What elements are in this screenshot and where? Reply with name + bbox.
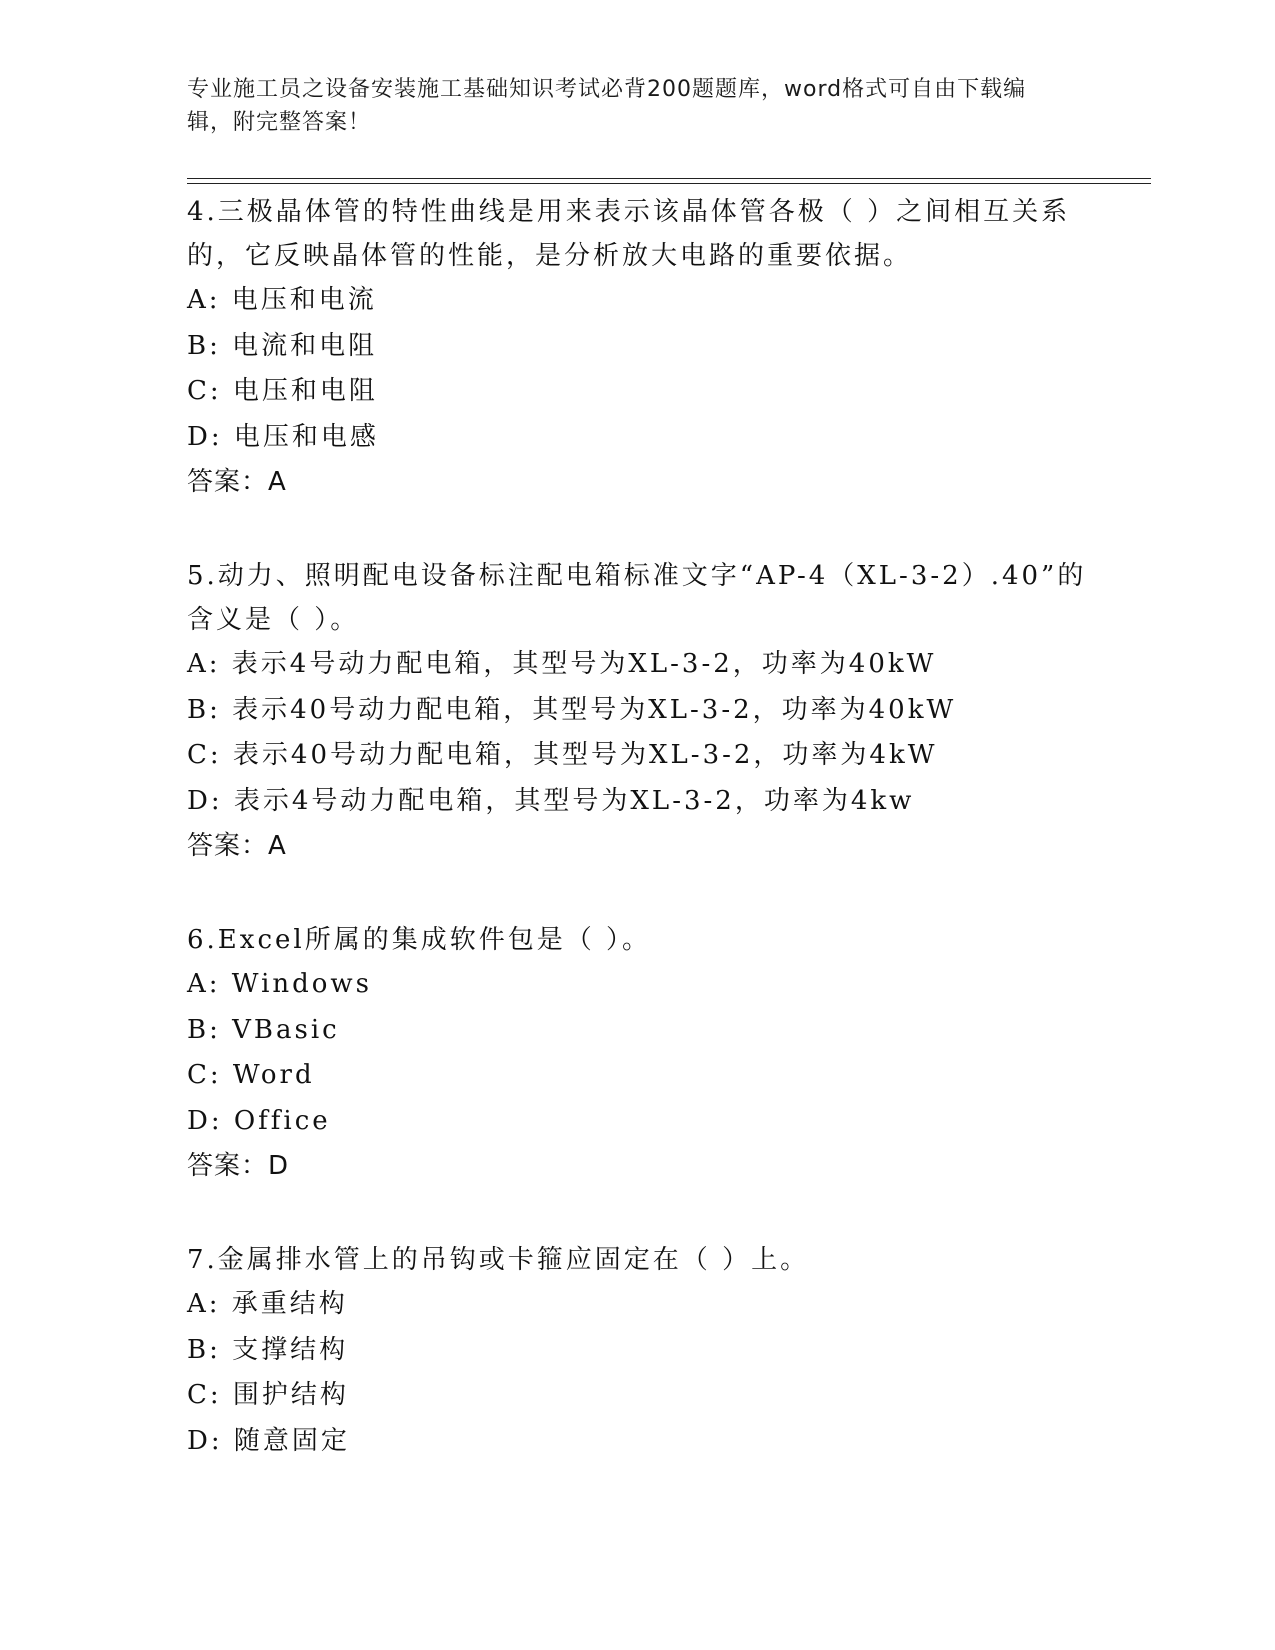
question-stem: 4.三极晶体管的特性曲线是用来表示该晶体管各极（ ）之间相互关系的，它反映晶体管的性能，是分析放大电路的重要依据。 xyxy=(187,197,1071,271)
option-d: D: Office xyxy=(187,1105,331,1136)
question-spacer xyxy=(187,868,1107,918)
option-d: D: 表示4号动力配电箱，其型号为XL-3-2，功率为4kw xyxy=(187,785,915,816)
header-divider-bottom xyxy=(187,183,1151,184)
option-d: D: 电压和电感 xyxy=(187,421,379,452)
question-stem: 5.动力、照明配电设备标注配电箱标准文字“AP-4（XL-3-2）.40”的含义是（ ）。 xyxy=(187,561,1087,635)
option-d: D: 随意固定 xyxy=(187,1425,350,1456)
header-divider-top xyxy=(187,178,1151,179)
option-b: B: 表示40号动力配电箱，其型号为XL-3-2，功率为40kW xyxy=(187,694,957,725)
question-5 xyxy=(187,554,1107,868)
option-c: C: Word xyxy=(187,1060,315,1090)
option-c: C: 电压和电阻 xyxy=(187,376,378,406)
option-c: C: 表示40号动力配电箱，其型号为XL-3-2，功率为4kW xyxy=(187,740,938,770)
option-b: B: VBasic xyxy=(187,1014,340,1045)
answer-line: 答案：A xyxy=(187,831,287,861)
answer-line: 答案：D xyxy=(187,1151,290,1181)
question-list xyxy=(187,190,1107,1464)
question-4 xyxy=(187,190,1107,504)
question-7 xyxy=(187,1238,1107,1464)
question-spacer xyxy=(187,1188,1107,1238)
answer-line: 答案：A xyxy=(187,467,287,497)
question-stem: 7.金属排水管上的吊钩或卡箍应固定在（ ）上。 xyxy=(187,1245,810,1275)
document-header: 专业施工员之设备安装施工基础知识考试必背200题题库，word格式可自由下载编辑，附完整答案！ xyxy=(187,77,1027,135)
option-b: B: 电流和电阻 xyxy=(187,330,378,361)
option-a: A: 表示4号动力配电箱，其型号为XL-3-2，功率为40kW xyxy=(187,649,937,679)
question-stem: 6.Excel所属的集成软件包是（ ）。 xyxy=(187,925,651,955)
option-a: A: 承重结构 xyxy=(187,1289,348,1319)
option-a: A: 电压和电流 xyxy=(187,285,377,315)
option-c: C: 围护结构 xyxy=(187,1380,349,1410)
option-a: A: Windows xyxy=(187,969,373,999)
question-6 xyxy=(187,918,1107,1188)
option-b: B: 支撑结构 xyxy=(187,1334,349,1365)
question-spacer xyxy=(187,504,1107,554)
